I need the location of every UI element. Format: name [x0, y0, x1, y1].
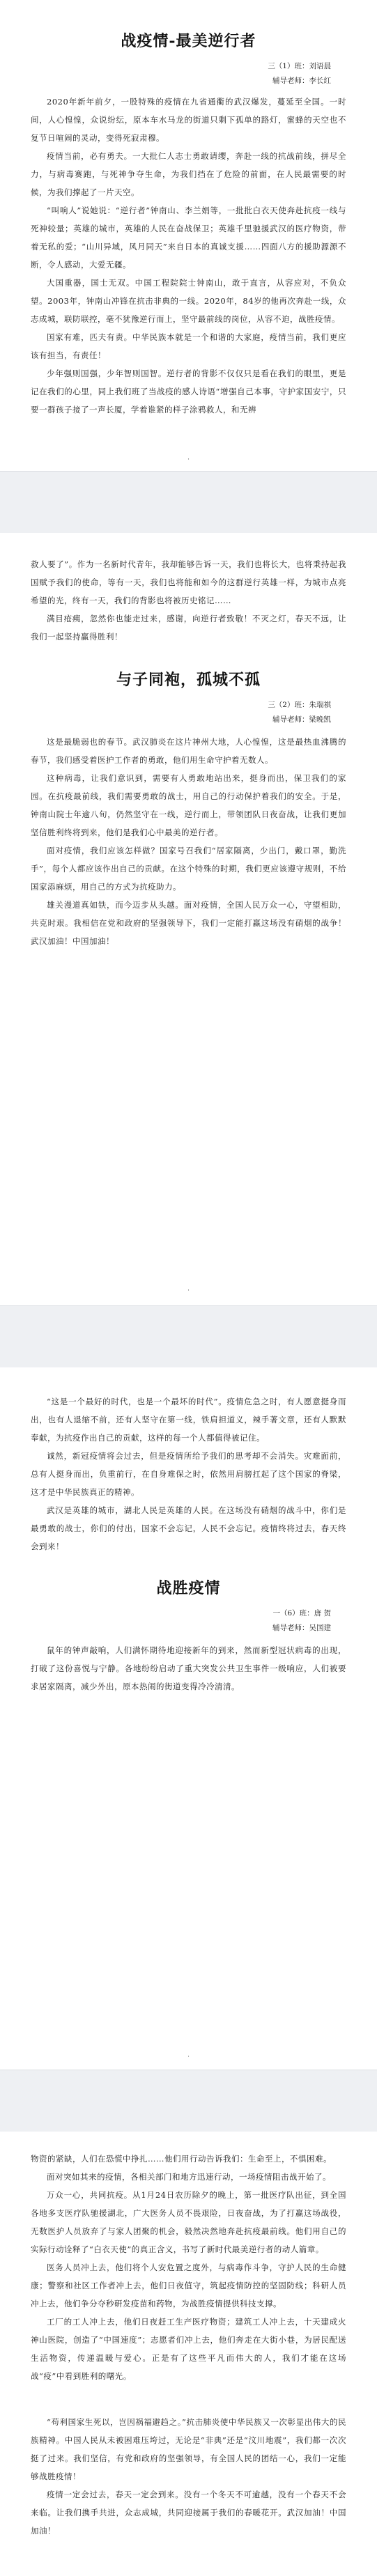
author-line: 一（6）班：唐 贺	[272, 1609, 331, 1617]
paragraph: 面对疫情，我们应该怎样做？国家号召我们“居家隔离，少出门，戴口罩，勤洗手”，每个人都应该作出自己的贡献。在这个特殊的时期，我们更应该遵守规则，不给国家添麻烦，用自己的方式为抗疫助力。	[31, 846, 346, 892]
paragraph: 雄关漫道真如铁，而今迈步从头越。面对疫情，全国人民万众一心，守望相助，共克时艰。我相信在党和政府的坚强领导下，我们一定能打赢这场没有硝烟的战争！武汉加油！中国加油！	[31, 900, 346, 946]
paragraph: 疫情当前，必有勇夫。一大批仁人志士勇敢请缨，奔赴一线的抗战前线，拼尽全力，与病毒赛跑，与死神争夺生命，为我们挡在了危险的前面，在人民最需要的时候，为我们撑起了一片天空。	[31, 151, 346, 197]
page-1	[0, 0, 377, 471]
page-number-marker: ·	[187, 456, 190, 463]
paragraph: “这是一个最好的时代，也是一个最坏的时代”。疫情危急之时，有人愿意挺身而出，也有人退缩不前，还有人坚守在第一线，铁肩担道义，辣手著文章，还有人默默奉献，为抗疫作出自己的贡献，这样的每一个人都值得被记住。	[31, 1397, 346, 1443]
paragraph: 面对突如其来的疫情，各相关部门和地方迅速行动，一场疫情阻击战开始了。	[47, 2172, 331, 2182]
paragraph: 国家有难，匹夫有责。中华民族本就是一个和谐的大家庭，疫情当前，我们更应该有担当，有责任！	[31, 332, 346, 360]
page-3	[0, 1367, 377, 2070]
paragraph: 物资的紧缺，人们在恐慌中挣扎……他们用行动告诉我们：生命至上，不惧困难。	[31, 2154, 332, 2164]
paragraph: 救人要了”。作为一名新时代青年，我却能够告诉一天，我们也将长大，也将秉持起我国赋予我们的使命，等有一天，我们也将能和如今的这群逆行英雄一样，为城市点亮希望的光，终有一天，我们的背影也将被历史铭记……	[31, 559, 346, 605]
paragraph: “叫响人”说她说：“逆行者”钟南山、李兰娟等，一批批白衣天使奔赴抗疫一线与死神较量；英雄的城市，英雄的人民在奋战保卫；英雄千里驰援武汉的医疗物资，带着无私的爱；“山川异域，风月同天”来自日本的真诚支援……四面八方的援助源源不断，令人感动，大爱无疆。	[31, 205, 346, 270]
paragraph: 鼠年的钟声敲响，人们满怀期待地迎接新年的到来，然而新型冠状病毒的出现，打破了这份喜悦与宁静。各地纷纷启动了重大突发公共卫生事件一级响应，人们被要求居家隔离，减少外出，原本热闹的街道变得冷冷清清。	[31, 1645, 346, 1691]
page-4	[0, 2132, 377, 2576]
paragraph: 这是最脆弱也的春节。武汉肺炎在这片神州大地，人心惶惶，这是最热血沸腾的春节，我们感受着医护工作者的勇敢，他们用生命守护着无数人。	[31, 737, 346, 765]
paragraph: 万众一心，共同抗疫。从1月24日农历除夕的晚上，第一批医疗队出征，到全国各地多支医疗队驰援湖北，广大医务人员不畏艰险，日夜奋战，为了打赢这场战役，无数医护人员放弃了与家人团聚的机会，毅然决然地奔赴抗疫最前线。他们用自己的实际行动诠释了“白衣天使”的真正含义，书写了新时代最美逆行者的动人篇章。	[31, 2190, 346, 2254]
paragraph: 满目疮痍，忽然你也能走过来，感谢，向逆行者致敬！不灭之灯，春天不远，让我们一起坚持赢得胜利！	[31, 614, 346, 642]
article-title: 与子同袍，孤城不孤	[116, 671, 261, 689]
author-line: 三（1）班：刘语晨	[268, 62, 331, 70]
teacher-line: 辅导老师：梁晚凯	[272, 715, 331, 724]
paragraph: 医务人员冲上去，他们将个人安危置之度外，与病毒作斗争，守护人民的生命健康；警察和社区工作者冲上去，他们日夜值守，筑起疫情防控的坚固防线；科研人员冲上去，他们争分夺秒研发疫苗和药物，为战胜疫情提供科技支撑。	[31, 2263, 346, 2309]
page-gap	[0, 471, 377, 534]
page-2	[0, 533, 377, 1305]
article-title: 战疫情-最美逆行者	[121, 32, 256, 50]
paragraph: 疫情一定会过去，春天一定会到来。没有一个冬天不可逾越，没有一个春天不会来临。让我们携手共进，众志成城，共同迎接属于我们的春暖花开。武汉加油！中国加油！	[31, 2490, 346, 2536]
paragraph: 这种病毒，让我们意识到，需要有人勇敢地站出来，挺身而出，保卫我们的家园。在抗疫最前线，我们需要勇敢的战士，用自己的行动保护着我们的安全。于是，钟南山院士年逾八旬，仍然坚守在一线，逆行而上，带领团队日夜奋战，让我们更加坚信胜利终将到来，他们是我们心中最美的逆行者。	[31, 773, 346, 837]
paragraph: 2020年新年前夕，一股特殊的疫情在九省通衢的武汉爆发，蔓延至全国。一时间，人心惶惶，众说纷纭，原本车水马龙的街道只剩下孤单的路灯，蜜蜂的天空也不复节日喧闹的灵动，变得死寂肃穆。	[31, 97, 346, 143]
teacher-line: 辅导老师：吴国建	[272, 1624, 331, 1632]
paragraph: 少年强则国强，少年智则国智。逆行者的背影不仅仅只是看在我们的眼里，更是记在我们的心里，同上我们班了当战疫的感人诗语“增强自己本事，守护家国安宁，只要一群孩子接了一声长厦，学着谁紧的样子涂鸦救人，和无辨	[31, 368, 346, 414]
paragraph: 诚然，新冠疫情将会过去，但是疫情所给予我们的思考却不会消失。灾难面前，总有人挺身而出，负重前行，在自身难保之时，依然用肩膀扛起了这个国家的脊梁，这才是中华民族真正的精神。	[31, 1451, 346, 1497]
page-number-marker: ·	[187, 1287, 190, 1294]
author-line: 三（2）班：朱瑞祺	[268, 701, 331, 709]
paragraph: 工厂的工人冲上去，他们日夜赶工生产医疗物资；建筑工人冲上去，十天建成火神山医院，创造了“中国速度”；志愿者们冲上去，他们奔走在大街小巷，为居民配送生活物资，传递温暖与爱心。正是有了这些平凡而伟大的人，我们才能在这场战“疫”中看到胜利的曙光。	[31, 2317, 346, 2381]
page-number-marker: ·	[187, 2054, 190, 2061]
paragraph: “苟利国家生死以，岂因祸福避趋之。”抗击肺炎使中华民族又一次彰显出伟大的民族精神。中国人民从未被困难压垮过，无论是“非典”还是“汶川地震”，我们都一次次挺了过来。我们坚信，有党和政府的坚强领导，有全国人民的团结一心，我们一定能够战胜疫情！	[31, 2417, 346, 2481]
article-title: 战胜疫情	[156, 1579, 221, 1597]
page-gap	[0, 2070, 377, 2132]
paragraph: 大国重器，国士无双。中国工程院院士钟南山，敢于直言，从容应对，不负众望。2003年，钟南山冲锋在抗击非典的一线。2020年，84岁的他再次奔赴一线，众志成城，联防联控，毫不犹豫逆行而上，坚守最前线的岗位，从容不迫，战胜疫情。	[31, 278, 346, 324]
page-gap	[0, 1305, 377, 1368]
teacher-line: 辅导老师：李长红	[272, 77, 331, 85]
paragraph: 武汉是英雄的城市，湖北人民是英雄的人民。在这场没有硝烟的战斗中，你们是最勇敢的战士，你们的付出，国家不会忘记，人民不会忘记。疫情终将过去，春天终会到来！	[31, 1505, 346, 1551]
